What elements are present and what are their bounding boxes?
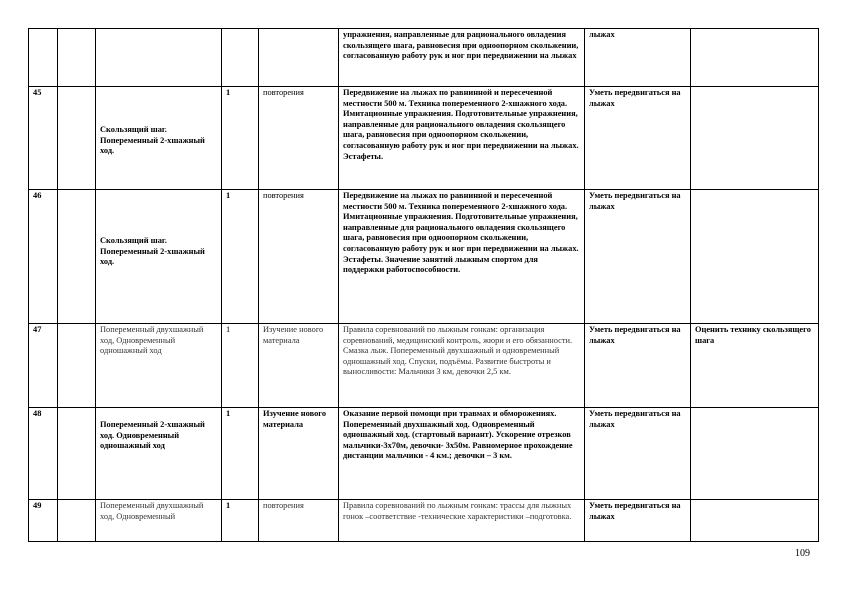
lesson-date [58, 29, 96, 87]
lesson-hours: 1 [222, 500, 259, 542]
lesson-result: Уметь передвигаться на лыжах [585, 87, 691, 190]
lesson-type: повторения [259, 190, 339, 324]
lesson-control [691, 408, 819, 500]
lesson-hours: 1 [222, 87, 259, 190]
lesson-control: Оценить технику скользящего шага [691, 324, 819, 408]
lesson-number: 47 [29, 324, 58, 408]
lesson-result: Уметь передвигаться на лыжах [585, 190, 691, 324]
lesson-result: Уметь передвигаться на лыжах [585, 500, 691, 542]
lesson-type [259, 29, 339, 87]
lesson-number [29, 29, 58, 87]
table-row [29, 500, 819, 542]
lesson-topic: Попеременный двухшажный ход, Одновременный [96, 500, 222, 542]
lesson-plan-table [28, 28, 819, 542]
lesson-hours [222, 29, 259, 87]
table-row [29, 190, 819, 324]
lesson-date [58, 324, 96, 408]
lesson-type: повторения [259, 500, 339, 542]
lesson-number: 49 [29, 500, 58, 542]
page-number: 109 [795, 548, 810, 559]
lesson-control [691, 190, 819, 324]
lesson-type: повторения [259, 87, 339, 190]
lesson-number: 46 [29, 190, 58, 324]
lesson-type: Изучение нового материала [259, 324, 339, 408]
lesson-topic: Попеременный двухшажный ход, Одновременный одношажный ход [96, 324, 222, 408]
lesson-content: Передвижение на лыжах по равнинной и пересеченной местности 500 м. Техника попеременного 2-хшажного хода. Имитационные упражнения. Подготовительные упражнения, направленные для рационального овладения скользящего шага, равновесия при одноопорном скольжении, согласованную работу рук и ног при передвижении на лыжах. Эстафеты. [339, 87, 585, 190]
lesson-hours: 1 [222, 324, 259, 408]
table-row [29, 87, 819, 190]
lesson-result: лыжах [585, 29, 691, 87]
lesson-type: Изучение нового материала [259, 408, 339, 500]
lesson-date [58, 408, 96, 500]
lesson-date [58, 500, 96, 542]
lesson-content: Правила соревнований по лыжным гонкам: организация соревнований, медицинский контроль, жюри и его обязанности. Смазка лыж. Попеременный двухшажный и одновременный одношажный ход. Спуски, подъёмы. Развитие быстроты и выносливости: Мальчики 3 км, девочки 2,5 км. [339, 324, 585, 408]
lesson-content: упражнения, направленные для рационального овладения скользящего шага, равновесия при одноопорном скольжении, согласованную работу рук и ног при передвижении на лыжах [339, 29, 585, 87]
lesson-content: Оказание первой помощи при травмах и обморожениях. Попеременный двухшажный ход. Одновременный одношажный ход. (стартовый вариант). Ускорение отрезков мальчики-3х70м, девочки- 3х50м. Равномерное прохождение дистанции мальчики - 4 км.; девочки – 3 км. [339, 408, 585, 500]
table-row [29, 29, 819, 87]
lesson-topic: Скользящий шаг. Попеременный 2-хшажный ход. [96, 190, 222, 324]
lesson-date [58, 190, 96, 324]
lesson-hours: 1 [222, 190, 259, 324]
lesson-content: Правила соревнований по лыжным гонкам: трассы для лыжных гонок –соответствие -технические характеристики –подготовка. [339, 500, 585, 542]
lesson-content: Передвижение на лыжах по равнинной и пересеченной местности 500 м. Техника попеременного 2-хшажного хода. Имитационные упражнения. Подготовительные упражнения, направленные для рационального овладения скользящего шага, равновесия при одноопорном скольжении, согласованную работу рук и ног при передвижении на лыжах. Эстафеты. Значение занятий лыжным спортом для поддержки работоспособности. [339, 190, 585, 324]
table-row [29, 408, 819, 500]
table-row [29, 324, 819, 408]
lesson-control [691, 29, 819, 87]
lesson-number: 45 [29, 87, 58, 190]
lesson-result: Уметь передвигаться на лыжах [585, 324, 691, 408]
lesson-result: Уметь передвигаться на лыжах [585, 408, 691, 500]
lesson-topic: Попеременный 2-хшажный ход. Одновременный одношажный ход [96, 408, 222, 500]
lesson-date [58, 87, 96, 190]
lesson-control [691, 87, 819, 190]
lesson-hours: 1 [222, 408, 259, 500]
lesson-topic [96, 29, 222, 87]
lesson-number: 48 [29, 408, 58, 500]
lesson-topic: Скользящий шаг. Попеременный 2-хшажный ход. [96, 87, 222, 190]
lesson-control [691, 500, 819, 542]
